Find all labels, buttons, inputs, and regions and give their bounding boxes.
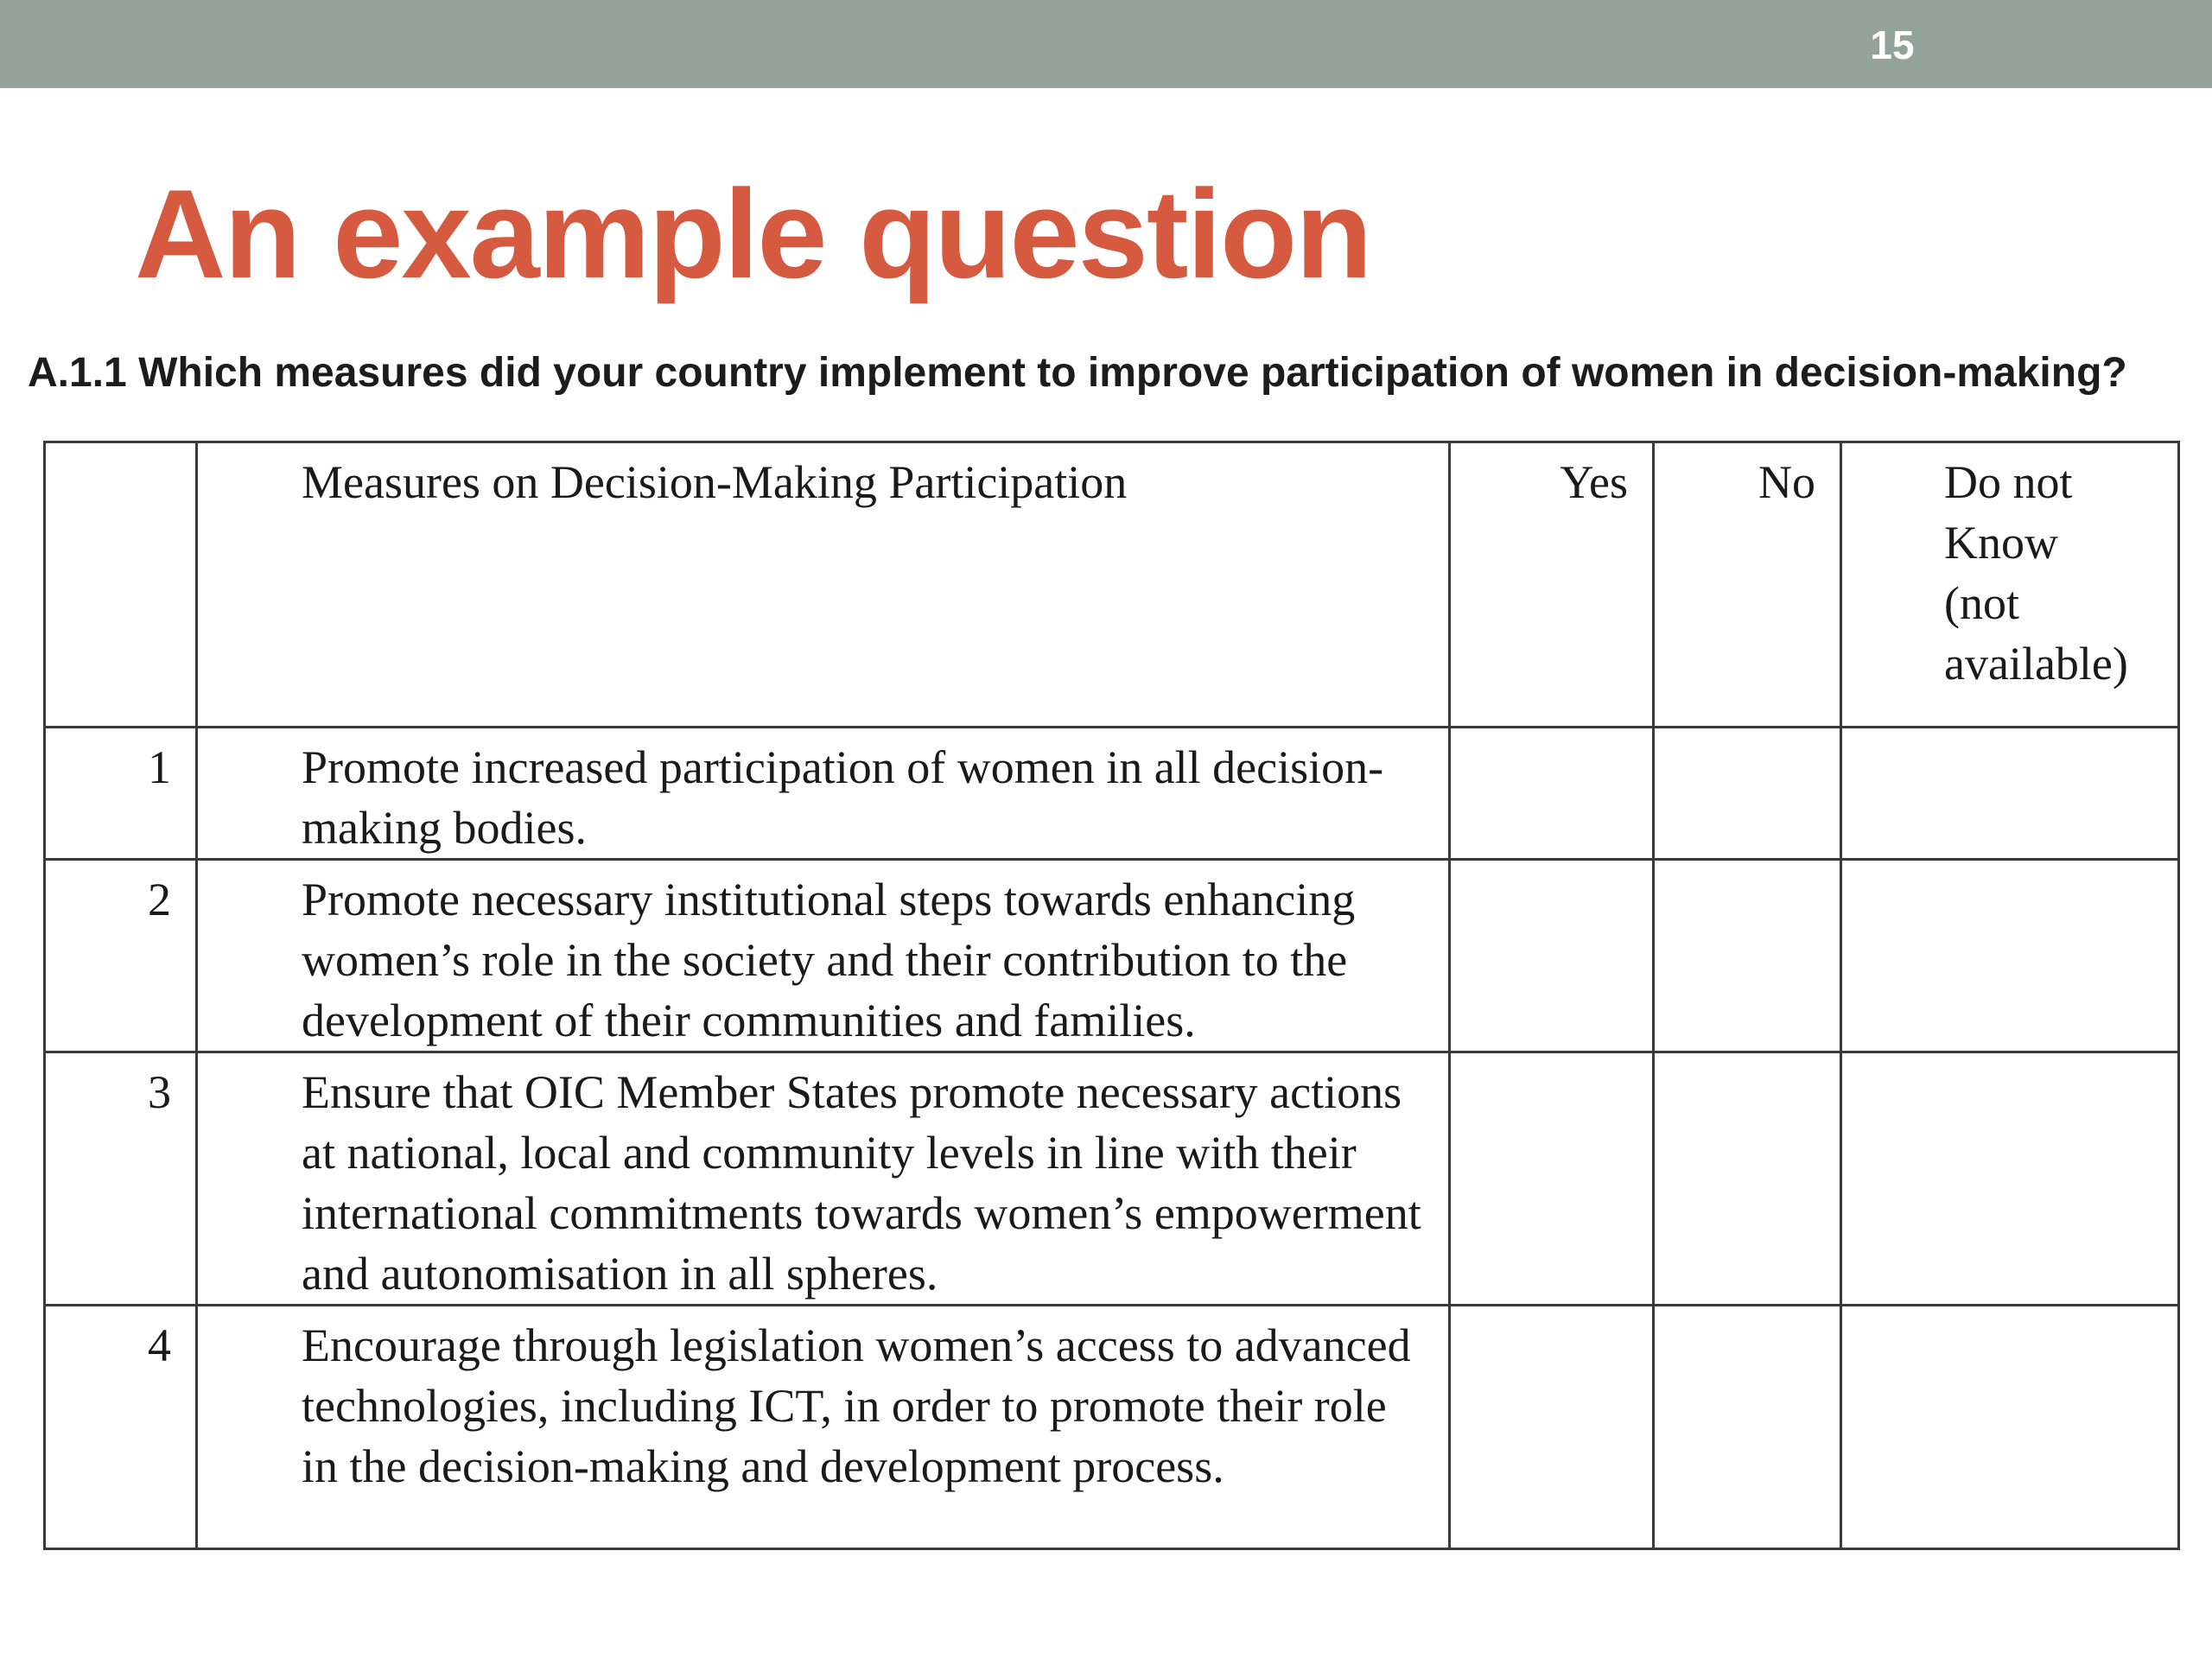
row-measure: Encourage through legislation women’s access to advanced technologies, including ICT, in order to promote their role in the decision-making and development process. (197, 1306, 1450, 1549)
table-header-row (45, 442, 2179, 728)
yes-answer-cell[interactable] (1450, 1052, 1654, 1306)
header-dnk-line: Know (1944, 517, 2058, 569)
header-measures: Measures on Decision-Making Participation (197, 442, 1450, 728)
slide-number: 15 (1870, 22, 1915, 67)
row-number: 3 (45, 1052, 197, 1306)
no-answer-cell[interactable] (1654, 728, 1841, 860)
question-text: A.1.1 Which measures did your country implement to improve participation of women in decision-making? (28, 350, 2127, 396)
do-not-know-answer-cell[interactable] (1841, 1306, 2179, 1549)
row-number: 4 (45, 1306, 197, 1549)
header-do-not-know (1841, 442, 2179, 728)
yes-answer-cell[interactable] (1450, 860, 1654, 1052)
header-dnk-line: Do not (1944, 456, 2073, 508)
header-yes: Yes (1450, 442, 1654, 728)
row-number: 1 (45, 728, 197, 860)
slide-title: An example question (135, 163, 1371, 304)
header-number (45, 442, 197, 728)
yes-answer-cell[interactable] (1450, 1306, 1654, 1549)
do-not-know-answer-cell[interactable] (1841, 728, 2179, 860)
measures-table (43, 441, 2180, 1550)
table-row (45, 728, 2179, 860)
no-answer-cell[interactable] (1654, 1306, 1841, 1549)
header-dnk-line: (not (1944, 577, 2019, 629)
header-no: No (1654, 442, 1841, 728)
yes-answer-cell[interactable] (1450, 728, 1654, 860)
row-measure: Promote increased participation of women in all decision-making bodies. (197, 728, 1450, 860)
row-measure: Promote necessary institutional steps towards enhancing women’s role in the society and their contribution to the development of their communities and families. (197, 860, 1450, 1052)
top-bar (0, 0, 2212, 88)
table-row (45, 1052, 2179, 1306)
no-answer-cell[interactable] (1654, 860, 1841, 1052)
row-number: 2 (45, 860, 197, 1052)
no-answer-cell[interactable] (1654, 1052, 1841, 1306)
row-measure: Ensure that OIC Member States promote necessary actions at national, local and community levels in line with their international commitments towards women’s empowerment and autonomisation in all spheres. (197, 1052, 1450, 1306)
table-row (45, 1306, 2179, 1549)
do-not-know-answer-cell[interactable] (1841, 1052, 2179, 1306)
header-dnk-line: available) (1944, 638, 2128, 690)
table-row (45, 860, 2179, 1052)
do-not-know-answer-cell[interactable] (1841, 860, 2179, 1052)
